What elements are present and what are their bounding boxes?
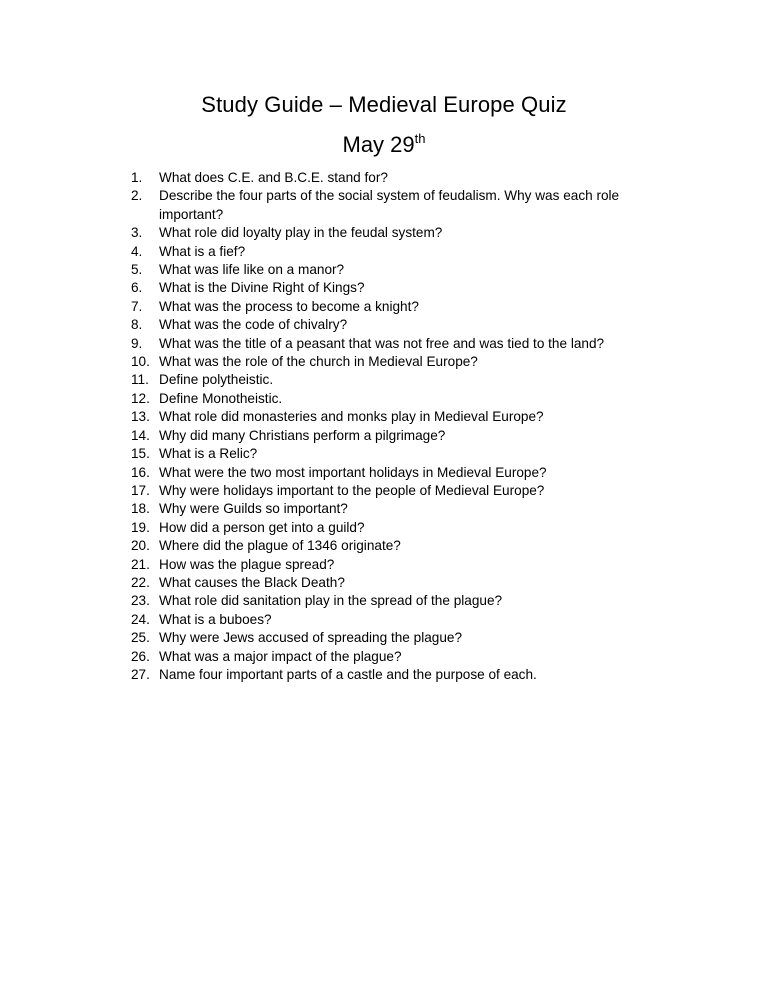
question-item bbox=[131, 353, 671, 371]
question-item bbox=[131, 648, 671, 666]
question-number: 24. bbox=[131, 611, 150, 627]
question-text: What was the title of a peasant that was not free and was tied to the land? bbox=[159, 335, 605, 351]
question-text: Why did many Christians perform a pilgrimage? bbox=[159, 427, 446, 443]
question-number: 22. bbox=[131, 574, 150, 590]
question-item bbox=[131, 224, 671, 242]
question-text: Describe the four parts of the social system of feudalism. Why was each role important? bbox=[159, 188, 620, 222]
question-text: Define polytheistic. bbox=[159, 372, 274, 388]
question-text: What is a fief? bbox=[159, 243, 246, 259]
question-number: 25. bbox=[131, 630, 150, 646]
question-text: What does C.E. and B.C.E. stand for? bbox=[159, 170, 388, 185]
question-number: 11. bbox=[131, 372, 149, 388]
question-text: What was the code of chivalry? bbox=[159, 317, 348, 333]
question-number: 23. bbox=[131, 593, 150, 609]
question-text: What role did sanitation play in the spread of the plague? bbox=[159, 593, 503, 609]
question-item bbox=[131, 335, 671, 353]
question-text: What is a Relic? bbox=[159, 446, 258, 462]
date-text: May 29 bbox=[342, 132, 415, 157]
question-number: 17. bbox=[131, 482, 150, 498]
question-item bbox=[131, 408, 671, 426]
question-text: What was a major impact of the plague? bbox=[159, 648, 402, 664]
question-text: What is a buboes? bbox=[159, 611, 272, 627]
question-text: What were the two most important holidays in Medieval Europe? bbox=[159, 464, 547, 480]
question-item bbox=[131, 537, 671, 555]
question-number: 27. bbox=[131, 666, 150, 682]
question-number: 20. bbox=[131, 538, 150, 554]
question-text: Where did the plague of 1346 originate? bbox=[159, 538, 401, 554]
question-text: What role did monasteries and monks play in Medieval Europe? bbox=[159, 409, 544, 425]
question-number: 10. bbox=[131, 354, 150, 370]
question-item bbox=[131, 187, 671, 224]
question-text: What was the role of the church in Medieval Europe? bbox=[159, 354, 478, 370]
question-item bbox=[131, 666, 671, 684]
question-item bbox=[131, 390, 671, 408]
question-number: 18. bbox=[131, 501, 150, 517]
question-item bbox=[131, 445, 671, 463]
question-number: 6. bbox=[131, 280, 143, 296]
document-date bbox=[0, 132, 768, 158]
question-item bbox=[131, 629, 671, 647]
question-item bbox=[131, 611, 671, 629]
question-text: Why were Guilds so important? bbox=[159, 501, 348, 517]
question-number: 14. bbox=[131, 427, 150, 443]
question-item bbox=[131, 482, 671, 500]
question-item bbox=[131, 500, 671, 518]
question-text: What was life like on a manor? bbox=[159, 262, 345, 278]
question-text: What role did loyalty play in the feudal system? bbox=[159, 225, 443, 241]
question-number: 5. bbox=[131, 262, 143, 278]
question-number: 1. bbox=[131, 170, 143, 185]
question-item bbox=[131, 243, 671, 261]
question-number: 2. bbox=[131, 188, 143, 204]
question-item bbox=[131, 556, 671, 574]
question-item bbox=[131, 592, 671, 610]
question-number: 19. bbox=[131, 519, 150, 535]
question-item bbox=[131, 316, 671, 334]
question-number: 9. bbox=[131, 335, 143, 351]
question-item bbox=[131, 261, 671, 279]
question-item bbox=[131, 519, 671, 537]
question-text: What was the process to become a knight? bbox=[159, 298, 419, 314]
question-item bbox=[131, 464, 671, 482]
question-number: 7. bbox=[131, 298, 143, 314]
question-number: 16. bbox=[131, 464, 150, 480]
question-number: 13. bbox=[131, 409, 150, 425]
question-number: 4. bbox=[131, 243, 143, 259]
question-item bbox=[131, 279, 671, 297]
question-number: 8. bbox=[131, 317, 143, 333]
date-suffix: th bbox=[414, 131, 426, 146]
question-item bbox=[131, 371, 671, 389]
question-number: 12. bbox=[131, 390, 150, 406]
question-number: 21. bbox=[131, 556, 150, 572]
question-text: What is the Divine Right of Kings? bbox=[159, 280, 365, 296]
question-item bbox=[131, 574, 671, 592]
question-text: How was the plague spread? bbox=[159, 556, 335, 572]
question-list bbox=[131, 169, 671, 684]
question-number: 26. bbox=[131, 648, 150, 664]
question-text: Why were holidays important to the people of Medieval Europe? bbox=[159, 482, 545, 498]
question-item bbox=[131, 427, 671, 445]
question-item bbox=[131, 169, 671, 187]
question-item bbox=[131, 298, 671, 316]
document-title: Study Guide – Medieval Europe Quiz bbox=[201, 92, 567, 117]
question-text: Name four important parts of a castle and the purpose of each. bbox=[159, 666, 537, 682]
question-text: Why were Jews accused of spreading the plague? bbox=[159, 630, 463, 646]
question-number: 15. bbox=[131, 446, 150, 462]
question-text: What causes the Black Death? bbox=[159, 574, 345, 590]
question-text: How did a person get into a guild? bbox=[159, 519, 365, 535]
question-text: Define Monotheistic. bbox=[159, 390, 283, 406]
question-number: 3. bbox=[131, 225, 143, 241]
